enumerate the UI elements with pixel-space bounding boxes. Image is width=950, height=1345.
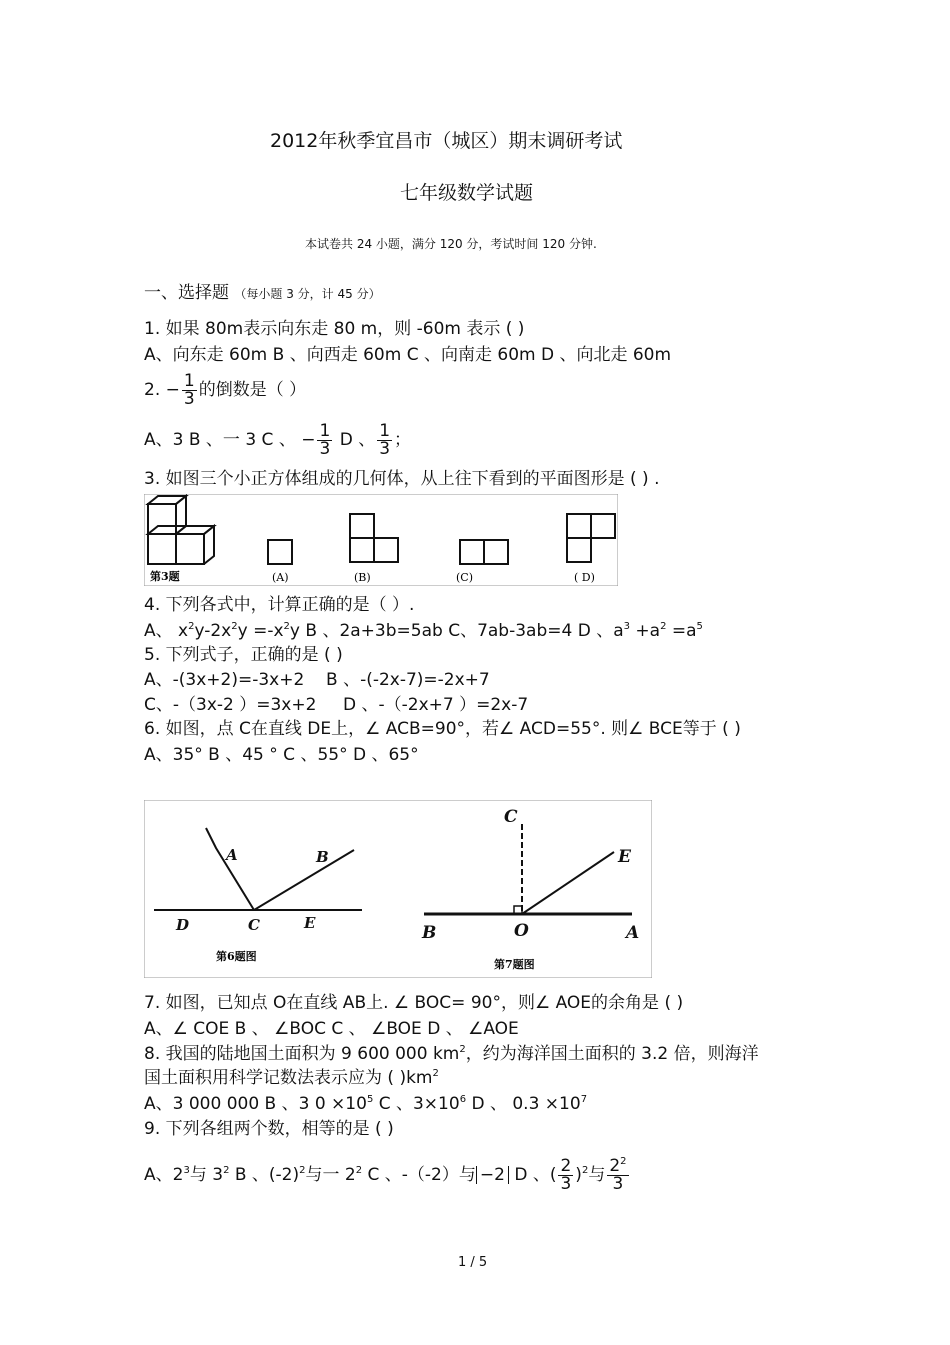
q8-exp-b: 5	[366, 1094, 374, 1105]
q7-label-o: O	[514, 921, 529, 941]
q8-options	[144, 1093, 587, 1115]
q6-label-e: E	[304, 914, 316, 932]
q7-caption: 第7题图	[494, 958, 535, 971]
q9-d-den2: 3	[612, 1173, 624, 1194]
q9-d-fraction	[558, 1155, 573, 1194]
q4-a: A、 x	[144, 621, 189, 641]
q7-stem: 7. 如图，已知点 O在直线 AB上. ∠ BOC= 90°，则∠ AOE的余角是 ( )	[144, 993, 684, 1013]
q4-a-exp2: 2	[231, 621, 238, 632]
q4-d-exp2: 2	[660, 621, 667, 632]
section-title: 一、选择题	[144, 283, 229, 303]
q5-stem: 5. 下列式子，正确的是 ( )	[144, 645, 343, 665]
q9-b-exp2: 2	[355, 1165, 363, 1176]
q4-a-exp3: 2	[283, 621, 290, 632]
q2-opt-c-num: 1	[319, 420, 331, 441]
q2-opt-d: D 、	[334, 430, 376, 450]
q9-options	[144, 1150, 631, 1200]
q3-label-b: (B)	[354, 571, 371, 584]
q8-line1-text: 8. 我国的陆地国土面积为 9 600 000 km	[144, 1044, 460, 1064]
q2-opt-d-den: 3	[379, 438, 391, 459]
q4-a-term3: y	[289, 621, 300, 641]
q2-opt-c-den: 3	[319, 438, 331, 459]
q2-options	[144, 420, 411, 460]
exam-info: 本试卷共 24 小题，满分 120 分，考试时间 120 分钟.	[305, 237, 597, 251]
q2-opt-c-fraction	[317, 420, 332, 459]
q8-line2-exp: 2	[432, 1068, 439, 1079]
q4-a-term1: y-2x	[194, 621, 232, 641]
q4-stem: 4. 下列各式中，计算正确的是（ ）.	[144, 595, 415, 615]
q9-d: D 、(	[508, 1165, 557, 1185]
q9-d-num: 2	[560, 1155, 572, 1176]
q4-d-exp1: 3	[623, 621, 630, 632]
q4-d-exp3: 5	[696, 621, 703, 632]
q8-line2-text: 国土面积用科学记数法表示应为 ( )km	[144, 1068, 433, 1088]
q9-a-exp1: 3	[183, 1165, 190, 1176]
q5-option-b: B 、-(-2x-7)=-2x+7	[326, 670, 490, 690]
q3-stem: 3. 如图三个小正方体组成的几何体，从上往下看到的平面图形是 ( ) .	[144, 469, 660, 489]
q7-label-c: C	[504, 807, 518, 827]
q1-stem: 1. 如果 80m表示向东走 80 m，则 -60m 表示 ( )	[144, 319, 525, 339]
q7-label-a: A	[626, 923, 640, 943]
q6-label-c: C	[248, 916, 260, 934]
q6-stem: 6. 如图，点 C在直线 DE上，∠ ACB=90°，若∠ ACD=55°. 则∠ BCE等于 ( )	[144, 719, 741, 739]
page-number: 1 / 5	[458, 1255, 488, 1270]
q3-label-a: (A)	[272, 571, 289, 584]
q9-d-num2: 2	[609, 1155, 621, 1176]
q3-label-d: ( D)	[574, 571, 595, 584]
q8-line2	[144, 1067, 439, 1089]
q8-opt-ab: A、3 000 000 B 、3 0 ×10	[144, 1094, 367, 1114]
q9-a-exp2: 2	[223, 1165, 230, 1176]
q6-label-d: D	[176, 916, 190, 934]
q2-stem	[144, 370, 306, 410]
q7-label-e: E	[618, 847, 631, 867]
q9-b-term: 与一 2	[305, 1165, 356, 1185]
q2-opt-d-num: 1	[379, 420, 391, 441]
q8-exp-d: 7	[580, 1094, 588, 1105]
q2-den: 3	[183, 388, 195, 409]
section-heading	[144, 282, 381, 305]
q7-label-b: B	[422, 923, 437, 943]
q9-c: C 、-（-2）与	[362, 1165, 476, 1185]
q6-label-a: A	[226, 846, 238, 864]
q9-d-exp: 2	[581, 1165, 589, 1176]
q9-d-den: 3	[560, 1173, 572, 1194]
q2-opt-ab: A、3 B 、一 3 C 、 −	[144, 430, 316, 450]
exam-title: 2012年秋季宜昌市（城区）期末调研考试	[270, 130, 623, 152]
q8-line1-rest: ，约为海洋国土面积的 3.2 倍，则海洋	[465, 1044, 759, 1064]
q8-exp-c: 6	[459, 1094, 467, 1105]
q9-b-exp: 2	[299, 1165, 306, 1176]
q8-opt-d: D 、 0.3 ×10	[466, 1094, 581, 1114]
q8-line1-exp: 2	[459, 1044, 466, 1055]
q9-d-num2-exp: 2	[620, 1155, 627, 1167]
q2-num: 1	[183, 370, 195, 391]
q4-d-term1: +a	[630, 621, 661, 641]
q9-stem: 9. 下列各组两个数，相等的是 ( )	[144, 1119, 394, 1139]
q9-b: B 、(-2)	[229, 1165, 300, 1185]
q4-bcd: B 、2a+3b=5ab C、7ab-3ab=4 D 、a	[299, 621, 624, 641]
q6-q7-figure	[144, 800, 652, 978]
section-note: （每小题 3 分，计 45 分）	[234, 287, 381, 301]
q4-a-term2: y =-x	[237, 621, 284, 641]
q2-fraction	[182, 370, 197, 409]
q2-suffix: 的倒数是（ ）	[198, 380, 307, 400]
q2-opt-d-fraction	[377, 420, 392, 459]
q7-options: A、∠ COE B 、 ∠BOC C 、 ∠BOE D 、 ∠AOE	[144, 1019, 519, 1039]
q9-a: A、2	[144, 1165, 184, 1185]
q9-a-term: 与 3	[189, 1165, 224, 1185]
q9-c-abs: −2	[476, 1166, 509, 1184]
q5-option-a: A、-(3x+2)=-3x+2	[144, 670, 305, 690]
q4-d-term2: =a	[666, 621, 697, 641]
q3-label-c: (C)	[456, 571, 473, 584]
q6-options: A、35° B 、45 ° C 、55° D 、65°	[144, 745, 419, 765]
q8-line1	[144, 1043, 759, 1065]
q4-options	[144, 620, 703, 642]
q1-options: A、向东走 60m B 、向西走 60m C 、向南走 60m D 、向北走 60m	[144, 345, 672, 365]
q6-label-b: B	[316, 848, 329, 866]
q8-opt-c: C 、3×10	[373, 1094, 460, 1114]
q3-caption: 第3题	[150, 570, 180, 583]
q4-a-exp1: 2	[188, 621, 195, 632]
q9-d-close: )	[575, 1165, 582, 1185]
q5-option-d: D 、-（-2x+7 ）=2x-7	[343, 695, 529, 715]
q5-option-c: C、-（3x-2 ）=3x+2	[144, 695, 317, 715]
exam-subtitle: 七年级数学试题	[400, 182, 534, 204]
q3-figure	[144, 494, 618, 586]
q2-prefix: 2. −	[144, 380, 180, 400]
q2-opt-end: ；	[394, 430, 412, 450]
q9-d-yu: 与	[588, 1165, 606, 1185]
q6-caption: 第6题图	[216, 950, 257, 963]
q9-d-fraction2	[607, 1155, 628, 1194]
